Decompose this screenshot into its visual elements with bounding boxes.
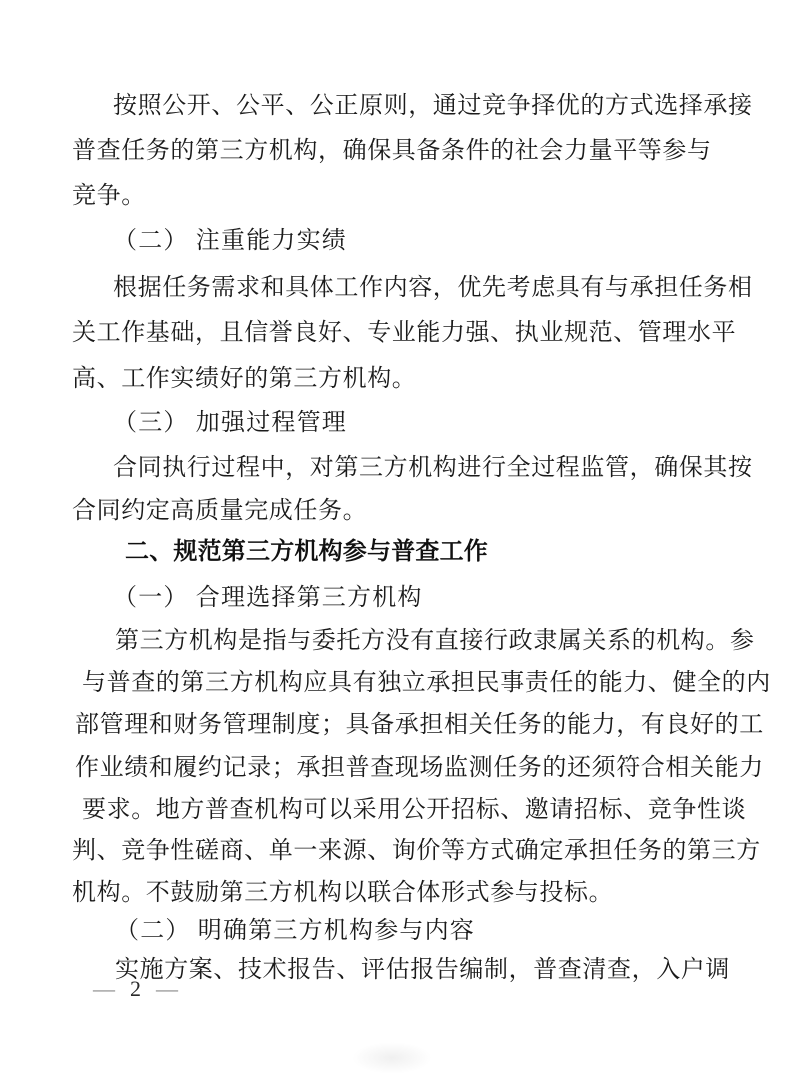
text-line: 关工作基础，且信誉良好、专业能力强、执业规范、管理水平 (72, 320, 737, 346)
text-line: 竞争。 (72, 183, 146, 209)
text-line: 高、工作实绩好的第三方机构。 (72, 366, 417, 392)
text-line: 按照公开、公平、公正原则，通过竞争择优的方式选择承接 (113, 93, 753, 119)
text-line: 普查任务的第三方机构，确保具备条件的社会力量平等参与 (72, 138, 712, 164)
page-footer (93, 976, 178, 1002)
text-line: 判、竞争性磋商、单一来源、询价等方式确定承担任务的第三方 (72, 838, 761, 864)
section-heading: 二、规范第三方机构参与普查工作 (125, 538, 488, 565)
text-line: 机构。不鼓励第三方机构以联合体形式参与投标。 (72, 880, 614, 906)
scan-smudge (352, 1042, 432, 1074)
text-line: 合同约定高质量完成任务。 (72, 498, 368, 524)
text-line: 作业绩和履约记录；承担普查现场监测任务的还须符合相关能力 (75, 755, 764, 781)
text-line: 第三方机构是指与委托方没有直接行政隶属关系的机构。参 (115, 628, 755, 654)
sub-heading: （一） 合理选择第三方机构 (113, 585, 423, 611)
text-line: 实施方案、技术报告、评估报告编制，普查清查，入户调 (115, 957, 730, 983)
text-line: 根据任务需求和具体工作内容，优先考虑具有与承担任务相 (113, 275, 753, 301)
footer-dash-right: — (156, 976, 178, 1001)
footer-dash-left: — (93, 976, 115, 1001)
text-line: 部管理和财务管理制度；具备承担相关任务的能力，有良好的工 (75, 712, 764, 738)
sub-heading: （二） 明确第三方机构参与内容 (115, 918, 475, 944)
text-line: 与普查的第三方机构应具有独立承担民事责任的能力、健全的内 (82, 670, 771, 696)
sub-heading: （三） 加强过程管理 (113, 410, 347, 436)
page-number: 2 (130, 976, 141, 1001)
sub-heading: （二） 注重能力实绩 (113, 228, 347, 254)
text-line: 合同执行过程中，对第三方机构进行全过程监管，确保其按 (113, 455, 753, 481)
text-line: 要求。地方普查机构可以采用公开招标、邀请招标、竞争性谈 (82, 797, 747, 823)
